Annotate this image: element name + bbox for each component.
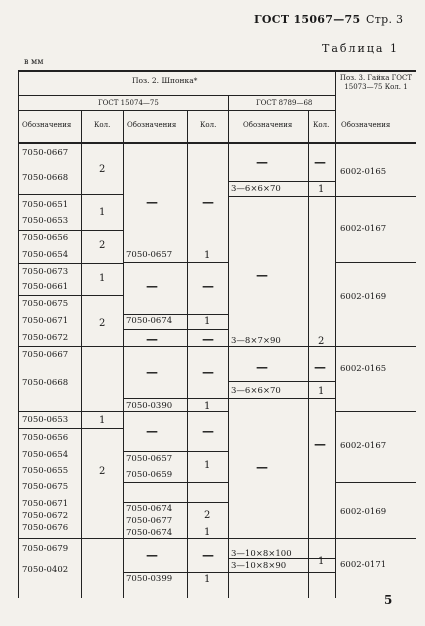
- col-c-value: 3—6×6×70: [231, 386, 281, 396]
- col-b-qty: 1: [204, 316, 211, 327]
- dash: —: [202, 332, 214, 346]
- col-b-value: 7050-0677: [126, 516, 173, 526]
- nut-value: 6002-0167: [340, 224, 387, 234]
- col-b-value: 7050-0674: [126, 316, 173, 326]
- table-row: 7050-0651: [22, 200, 69, 210]
- col-b-qty: 1: [204, 574, 211, 585]
- col-c-qty: 1: [318, 184, 325, 195]
- dash: —: [314, 360, 326, 374]
- qty-value: 2: [99, 318, 106, 329]
- dash: —: [314, 155, 326, 169]
- table-row: 7050-0668: [22, 378, 69, 388]
- col-b-value: 7050-0659: [126, 470, 173, 480]
- qty-value: 2: [99, 240, 106, 251]
- dash: —: [256, 360, 268, 374]
- col-c-qty: 1: [318, 386, 325, 397]
- units-label: в мм: [24, 57, 44, 66]
- table-title: Таблица 1: [322, 42, 399, 55]
- table-row: 7050-0671: [22, 316, 69, 326]
- dash: —: [202, 424, 214, 438]
- table-row: 7050-0667: [22, 148, 69, 158]
- nut-value: 6002-0165: [340, 364, 387, 374]
- nut-value: 6002-0169: [340, 507, 387, 517]
- col-b-value: 7050-0674: [126, 528, 173, 538]
- header-designation-b: Обозначения: [127, 121, 177, 129]
- table-row: 7050-0672: [22, 333, 69, 343]
- table-row: 7050-0656: [22, 233, 69, 243]
- col-c-qty: 1: [318, 556, 325, 567]
- header-designation-c: Обозначения: [243, 121, 293, 129]
- col-c-value: 3—8×7×90: [231, 336, 281, 346]
- dash: —: [146, 279, 158, 293]
- dash: —: [256, 460, 268, 474]
- qty-value: 1: [99, 415, 106, 426]
- dash: —: [146, 195, 158, 209]
- header-designation-nut: Обозначения: [341, 121, 391, 129]
- col-b-value: 7050-0657: [126, 250, 173, 260]
- table-row: 7050-0668: [22, 173, 69, 183]
- gost-1-label: ГОСТ 15074—75: [98, 99, 159, 107]
- group-title: Поз. 2. Шпонка*: [132, 76, 198, 85]
- page-number: 5: [384, 593, 393, 607]
- table-row: 7050-0654: [22, 450, 69, 460]
- table-row: 7050-0679: [22, 544, 69, 554]
- table-row: 7050-0402: [22, 565, 69, 575]
- qty-value: 2: [99, 164, 106, 175]
- col-b-qty: 1: [204, 460, 211, 471]
- header-designation-a: Обозначения: [22, 121, 72, 129]
- col-b-value: 7050-0399: [126, 574, 173, 584]
- table-row: 7050-0672: [22, 511, 69, 521]
- col-c-qty: 2: [318, 336, 325, 347]
- table-row: 7050-0676: [22, 523, 69, 533]
- table-row: 7050-0667: [22, 350, 69, 360]
- table-row: 7050-0675: [22, 299, 69, 309]
- nut-value: 6002-0165: [340, 167, 387, 177]
- table-row: 7050-0673: [22, 267, 69, 277]
- col-b-value: 7050-0657: [126, 454, 173, 464]
- col-b-value: 7050-0390: [126, 401, 173, 411]
- dash: —: [202, 279, 214, 293]
- table-row: 7050-0675: [22, 482, 69, 492]
- table-row: 7050-0654: [22, 250, 69, 260]
- table-row: 7050-0653: [22, 415, 69, 425]
- qty-value: 1: [99, 207, 106, 218]
- gost-number: ГОСТ 15067—75: [254, 13, 361, 26]
- col-b-qty: 2: [204, 510, 211, 521]
- col-b-qty: 1: [204, 250, 211, 261]
- dash: —: [202, 548, 214, 562]
- dash: —: [146, 332, 158, 346]
- nut-title: Поз. 3. Гайка ГОСТ 15073—75 Кол. 1: [339, 74, 413, 91]
- dash: —: [202, 195, 214, 209]
- qty-value: 2: [99, 466, 106, 477]
- col-c-value: 3—10×8×90: [231, 561, 287, 571]
- table-row: 7050-0661: [22, 282, 69, 292]
- table-row: 7050-0656: [22, 433, 69, 443]
- nut-value: 6002-0167: [340, 441, 387, 451]
- dash: —: [256, 155, 268, 169]
- col-c-value: 3—6×6×70: [231, 184, 281, 194]
- dash: —: [146, 424, 158, 438]
- col-c-value: 3—10×8×100: [231, 549, 292, 559]
- header-qty-b: Кол.: [200, 121, 217, 129]
- gost-2-label: ГОСТ 8789—68: [256, 99, 313, 107]
- table-row: 7050-0671: [22, 499, 69, 509]
- dash: —: [202, 365, 214, 379]
- dash: —: [146, 365, 158, 379]
- qty-value: 1: [99, 273, 106, 284]
- dash: —: [314, 437, 326, 451]
- header-qty-a: Кол.: [94, 121, 111, 129]
- page-reference: Стр. 3: [366, 13, 404, 26]
- dash: —: [256, 268, 268, 282]
- nut-value: 6002-0171: [340, 560, 387, 570]
- col-b-value: 7050-0674: [126, 504, 173, 514]
- header-qty-c: Кол.: [313, 121, 330, 129]
- table-row: 7050-0655: [22, 466, 69, 476]
- col-b-qty: 1: [204, 401, 211, 412]
- nut-value: 6002-0169: [340, 292, 387, 302]
- dash: —: [146, 548, 158, 562]
- col-b-qty: 1: [204, 527, 211, 538]
- table-row: 7050-0653: [22, 216, 69, 226]
